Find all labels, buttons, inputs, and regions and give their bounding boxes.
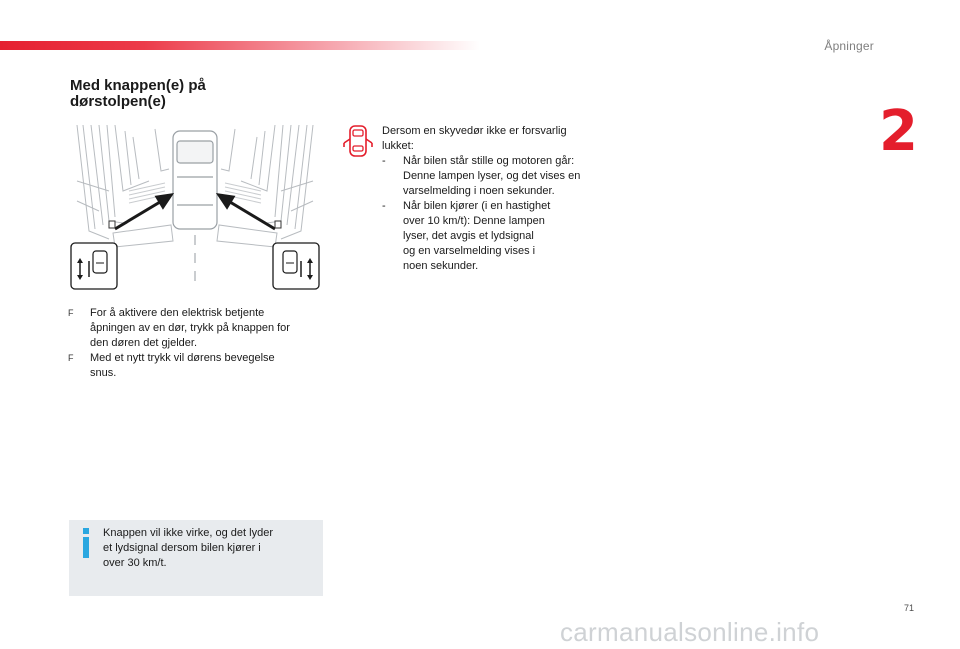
warning-item [382, 154, 612, 199]
warning-item-line: noen sekunder. [403, 260, 479, 272]
header-color-bar [0, 41, 480, 50]
warning-item-line: og en varselmelding vises i [403, 245, 536, 257]
info-text [103, 526, 313, 571]
heading-line: Med knappen(e) på [70, 77, 206, 94]
car-warning-icon [343, 124, 373, 158]
warning-item [382, 199, 612, 274]
watermark: carmanualsonline.info [560, 617, 820, 647]
warning-item-line: Når bilen står stille og motoren går: [403, 155, 575, 167]
info-line: over 30 km/t. [103, 557, 167, 569]
info-line: et lydsignal dersom bilen kjører i [103, 542, 261, 554]
instruction-list [68, 306, 328, 381]
info-line: Knappen vil ikke virke, og det lyder [103, 527, 273, 539]
instruction-item [68, 306, 328, 351]
instruction-line: snus. [90, 367, 117, 379]
dash-marker: - [382, 200, 386, 212]
heading-line: dørstolpen(e) [70, 93, 166, 110]
dash-marker: - [382, 155, 386, 167]
page-number: 71 [904, 603, 915, 613]
warning-intro-line: lukket: [382, 140, 414, 152]
warning-item-line: Denne lampen lyser, og det vises en [403, 170, 581, 182]
chapter-number: 2 [879, 99, 918, 164]
section-label: Åpninger [824, 39, 874, 53]
info-icon [79, 527, 93, 559]
bullet-symbol: F [68, 308, 74, 318]
warning-text [382, 124, 612, 274]
door-button-illustration [69, 121, 321, 291]
instruction-line: åpningen av en dør, trykk på knappen for [90, 322, 290, 334]
instruction-line: For å aktivere den elektrisk betjente [90, 307, 265, 319]
bullet-symbol: F [68, 353, 74, 363]
warning-intro-line: Dersom en skyvedør ikke er forsvarlig [382, 125, 567, 137]
instruction-line: Med et nytt trykk vil dørens bevegelse [90, 352, 275, 364]
info-box [69, 520, 323, 596]
warning-item-line: lyser, det avgis et lydsignal [403, 230, 534, 242]
warning-item-line: varselmelding i noen sekunder. [403, 185, 555, 197]
warning-item-line: over 10 km/t): Denne lampen [403, 215, 545, 227]
section-heading [70, 78, 206, 110]
warning-item-line: Når bilen kjører (i en hastighet [403, 200, 551, 212]
instruction-line: den døren det gjelder. [90, 337, 198, 349]
instruction-item [68, 351, 328, 381]
